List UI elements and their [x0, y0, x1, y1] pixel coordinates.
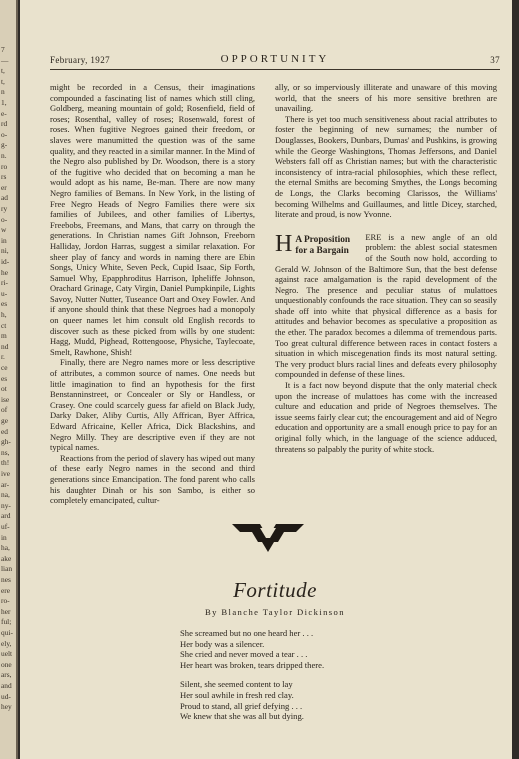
magazine-title: OPPORTUNITY — [220, 53, 330, 65]
edge-fragment: in — [1, 235, 7, 245]
paragraph: Reactions from the period of slavery has wiped out many of these early Negro names in the second and third generations since Emancipation. The fond parent who calls his daughter Dinah or his son Sambo, is either so completely emancipated, cultur- — [50, 452, 255, 506]
edge-fragment: o- — [1, 214, 8, 224]
edge-fragment: nes — [1, 575, 11, 584]
edge-fragment: ake — [1, 553, 12, 563]
edge-fragment: of — [1, 405, 8, 415]
edge-fragment: uelt — [1, 649, 13, 659]
edge-fragment: ce — [1, 363, 8, 372]
paragraph: ally, or so imperviously illiterate and unaware of this moving world, that the sneers of his more sensitive brethren are unavailing. — [275, 82, 497, 114]
edge-fragment: ad — [1, 193, 8, 203]
edge-fragment: ny- — [1, 500, 11, 510]
edge-fragment: ro — [1, 161, 8, 171]
edge-fragment: o- — [1, 129, 8, 139]
edge-fragment: th! — [1, 458, 10, 468]
edge-fragment: ere — [1, 585, 11, 595]
edge-fragment: n — [1, 87, 5, 97]
edge-fragment: ars, — [1, 670, 12, 680]
edge-fragment: uf- — [1, 522, 10, 531]
edge-fragment: ha, — [1, 543, 10, 553]
page-number: 37 — [490, 55, 500, 65]
paragraph: It is a fact now beyond dispute that the only material check upon the increase of mulattoes has come with the increased culture and education and pride of Negroes themselves. The issue seems fairly clear cut; the encouragement and aid of Negro education and opportunity are a small enough price to pay for an original folly which, in the language of the science adduced, threatens so palpably the purity of white stock. — [275, 380, 497, 454]
edge-fragment: ro- — [1, 596, 10, 606]
edge-fragment: rs — [1, 172, 7, 182]
poem-line: She cried and never moved a tear . . . — [180, 649, 308, 660]
edge-fragment: m — [1, 331, 7, 341]
edge-fragment: ni, — [1, 246, 9, 256]
right-column — [275, 82, 497, 454]
running-head — [50, 53, 500, 67]
edge-fragment: ct — [1, 320, 7, 330]
scan-gutter — [512, 0, 519, 759]
left-column — [50, 82, 255, 506]
poem-body — [180, 628, 470, 722]
edge-fragment: ard — [1, 511, 11, 521]
edge-fragment: ge — [1, 416, 8, 425]
edge-fragment: in — [1, 532, 7, 542]
paragraph: ERE is a new angle of an old problem: the ablest social statesmen of the South now hold, according to Gerald W. Johnson of the Baltimore Sun, that the best defense against race amalgamation is the rapid development of the Negro. The presence and peculiar status of mulattoes unquestionably confounds the race situation. They can so seasily shade off into white that physical difference as a basis for attitudes and behavior becomes as speculative a proposition as the ether. The paradox becomes a dilemma of tremendous parts. Too great cultural difference between races in contact fosters a situation in which miscegenation finds its most natural setting. The very product blurs racial lines and defeats every philosophy compounded in defense of these lines. — [275, 231, 497, 380]
edge-fragment: u- — [1, 288, 8, 298]
edge-fragment: er — [1, 182, 7, 192]
edge-fragment: and — [1, 681, 12, 690]
section-sidehead: A Proposition for a Bargain — [295, 234, 351, 257]
edge-fragment: ely, — [1, 638, 12, 648]
edge-fragment: ry — [1, 204, 8, 213]
edge-fragment: e- — [1, 108, 7, 118]
edge-fragment: hey — [1, 702, 12, 712]
edge-fragment: rd — [1, 119, 8, 129]
drop-cap: H — [275, 230, 293, 257]
edge-fragment: g- — [1, 140, 8, 150]
edge-fragment: ud- — [1, 691, 11, 701]
edge-fragment: ed — [1, 426, 8, 436]
edge-fragment: her — [1, 606, 11, 616]
edge-fragment: t, — [1, 76, 5, 86]
poem-line: Proud to stand, all grief defying . . . — [180, 700, 303, 711]
edge-fragment: — — [1, 55, 9, 65]
poem-line: We knew that she was all but dying. — [180, 711, 304, 722]
edge-fragment: ful; — [1, 617, 12, 627]
edge-fragment: he — [1, 267, 8, 277]
edge-fragment: ive — [1, 469, 11, 478]
edge-fragment: na, — [1, 490, 10, 500]
poem-line: Her soul awhile in fresh red clay. — [180, 689, 294, 700]
edge-fragment: 1, — [1, 98, 7, 107]
edge-fragment: qui- — [1, 628, 13, 637]
paragraph: Finally, there are Negro names more or less descriptive of attributes, a common source of names. One needs but little imagination to find an hypothesis for the first Benstanninstreet, or Concealer or Sly or Handless, or Crasey. One could scarcely guess far afield on Black Judy, Darky Daker, Aliby Curtis, Ally Affrican, Byer Affrica, Edward Africaine, Keller Africa, Dick Blackshins, and Negro Milly. They are descriptive even if they are not typical names. — [50, 357, 255, 453]
edge-fragment: es — [1, 373, 8, 383]
edge-fragment: r. — [1, 352, 5, 362]
edge-fragment: lian — [1, 564, 13, 574]
poem-line: Her heart was broken, tears dripped there. — [180, 659, 325, 670]
edge-fragment: ar- — [1, 479, 10, 489]
edge-fragment: ns, — [1, 447, 10, 457]
poem-line: She screamed but no one heard her . . . — [180, 628, 314, 638]
paragraph: might be recorded in a Census, their imaginations compounded a fascinating list of names which still cling, Goldberg, meaning mountain of gold; Rosenfield, field of roses; Rosenthal, valley of roses; Rosenwald, forest of roses. When fugitive Negroes gained their freedom, or slaves were manumitted the question was of the same quality, and they reacted in a similar manner. In the Mind of the Negro also published by Dr. Woodson, there is a story of the fugitive who decided that on becoming a man he would adopt as his name, Be-man. There are now many Negro families of Bemans. In New York, in the listing of Free Negro Heads of Negro Families there were six families of Jubilees, and other families of Libertys, Freebobs, Freemans, and Mans, that carry on through the generations. In Christian names Gift Johnson, Freeborn Halliday, Jordon Harras, suggest a similar relaxation. For sheer play of fancy and words in naming there are Ebin Songs, Unicy White, Seven Peck, Cupid Isaac, Sip Forth, Samuel Why, Epapphroditus Harrison, Ipheliffe Johnson, Orachard Grinage, Caty Virgin, Daniel Pumpkinpile, Lights Savoy, Nutter Nutter, Tuseance Oart and Oxey Fowler. And if anyone should think that these Negroes had a monopoly on queer names let him consult old English records to discover such as these picked from wills by one student: Hagg, Mudd, Pighead, Rottengoose, Physiche, Taylecoate, Smelt, Rawhone, Shish! — [50, 82, 255, 357]
magazine-page — [20, 0, 512, 759]
edge-fragment: n. — [1, 151, 7, 160]
edge-fragment: one — [1, 659, 12, 669]
edge-fragment: w — [1, 225, 7, 235]
edge-fragment: ot — [1, 384, 7, 394]
paragraph: There is yet too much sensitiveness about racial attributes to foster the beginning of new surnames; the number of Douglasses, Bookers, Dunbars, Dumas' and Pushkins, is growing while the George Washingtons, Thomas Jeffersons, and Daniel Websters fall off as Christian names; but with the characteristic inconsistency of intra-racial philosophies, which these reflect, the eternal Smiths are becoming Smythes, the Longs becoming de Longs, the Clarks becoming Clarissos, the Williams' becoming Wilhelms and Guillaumes, and little Dicey, starched, literate and proud, is now Yvonne. — [275, 113, 497, 220]
header-rule — [50, 69, 500, 70]
poem-line: Silent, she seemed content to lay — [180, 679, 293, 690]
issue-date: February, 1927 — [50, 55, 111, 65]
edge-fragment: t, — [1, 66, 5, 76]
edge-fragment: h, — [1, 310, 7, 319]
edge-fragment: gh- — [1, 437, 11, 447]
poem-line: Her body was a silencer. — [180, 638, 265, 649]
previous-page-edge — [0, 0, 18, 759]
decorative-ornament — [230, 520, 306, 554]
edge-fragment: ise — [1, 394, 10, 404]
edge-fragment: id- — [1, 257, 10, 266]
edge-fragment: nd — [1, 341, 9, 351]
edge-fragment: es — [1, 299, 8, 309]
poem-title: Fortitude — [233, 578, 317, 602]
poem-byline: By Blanche Taylor Dickinson — [205, 607, 345, 617]
edge-fragment: 7 — [1, 45, 5, 54]
edge-fragment: ri- — [1, 278, 8, 288]
